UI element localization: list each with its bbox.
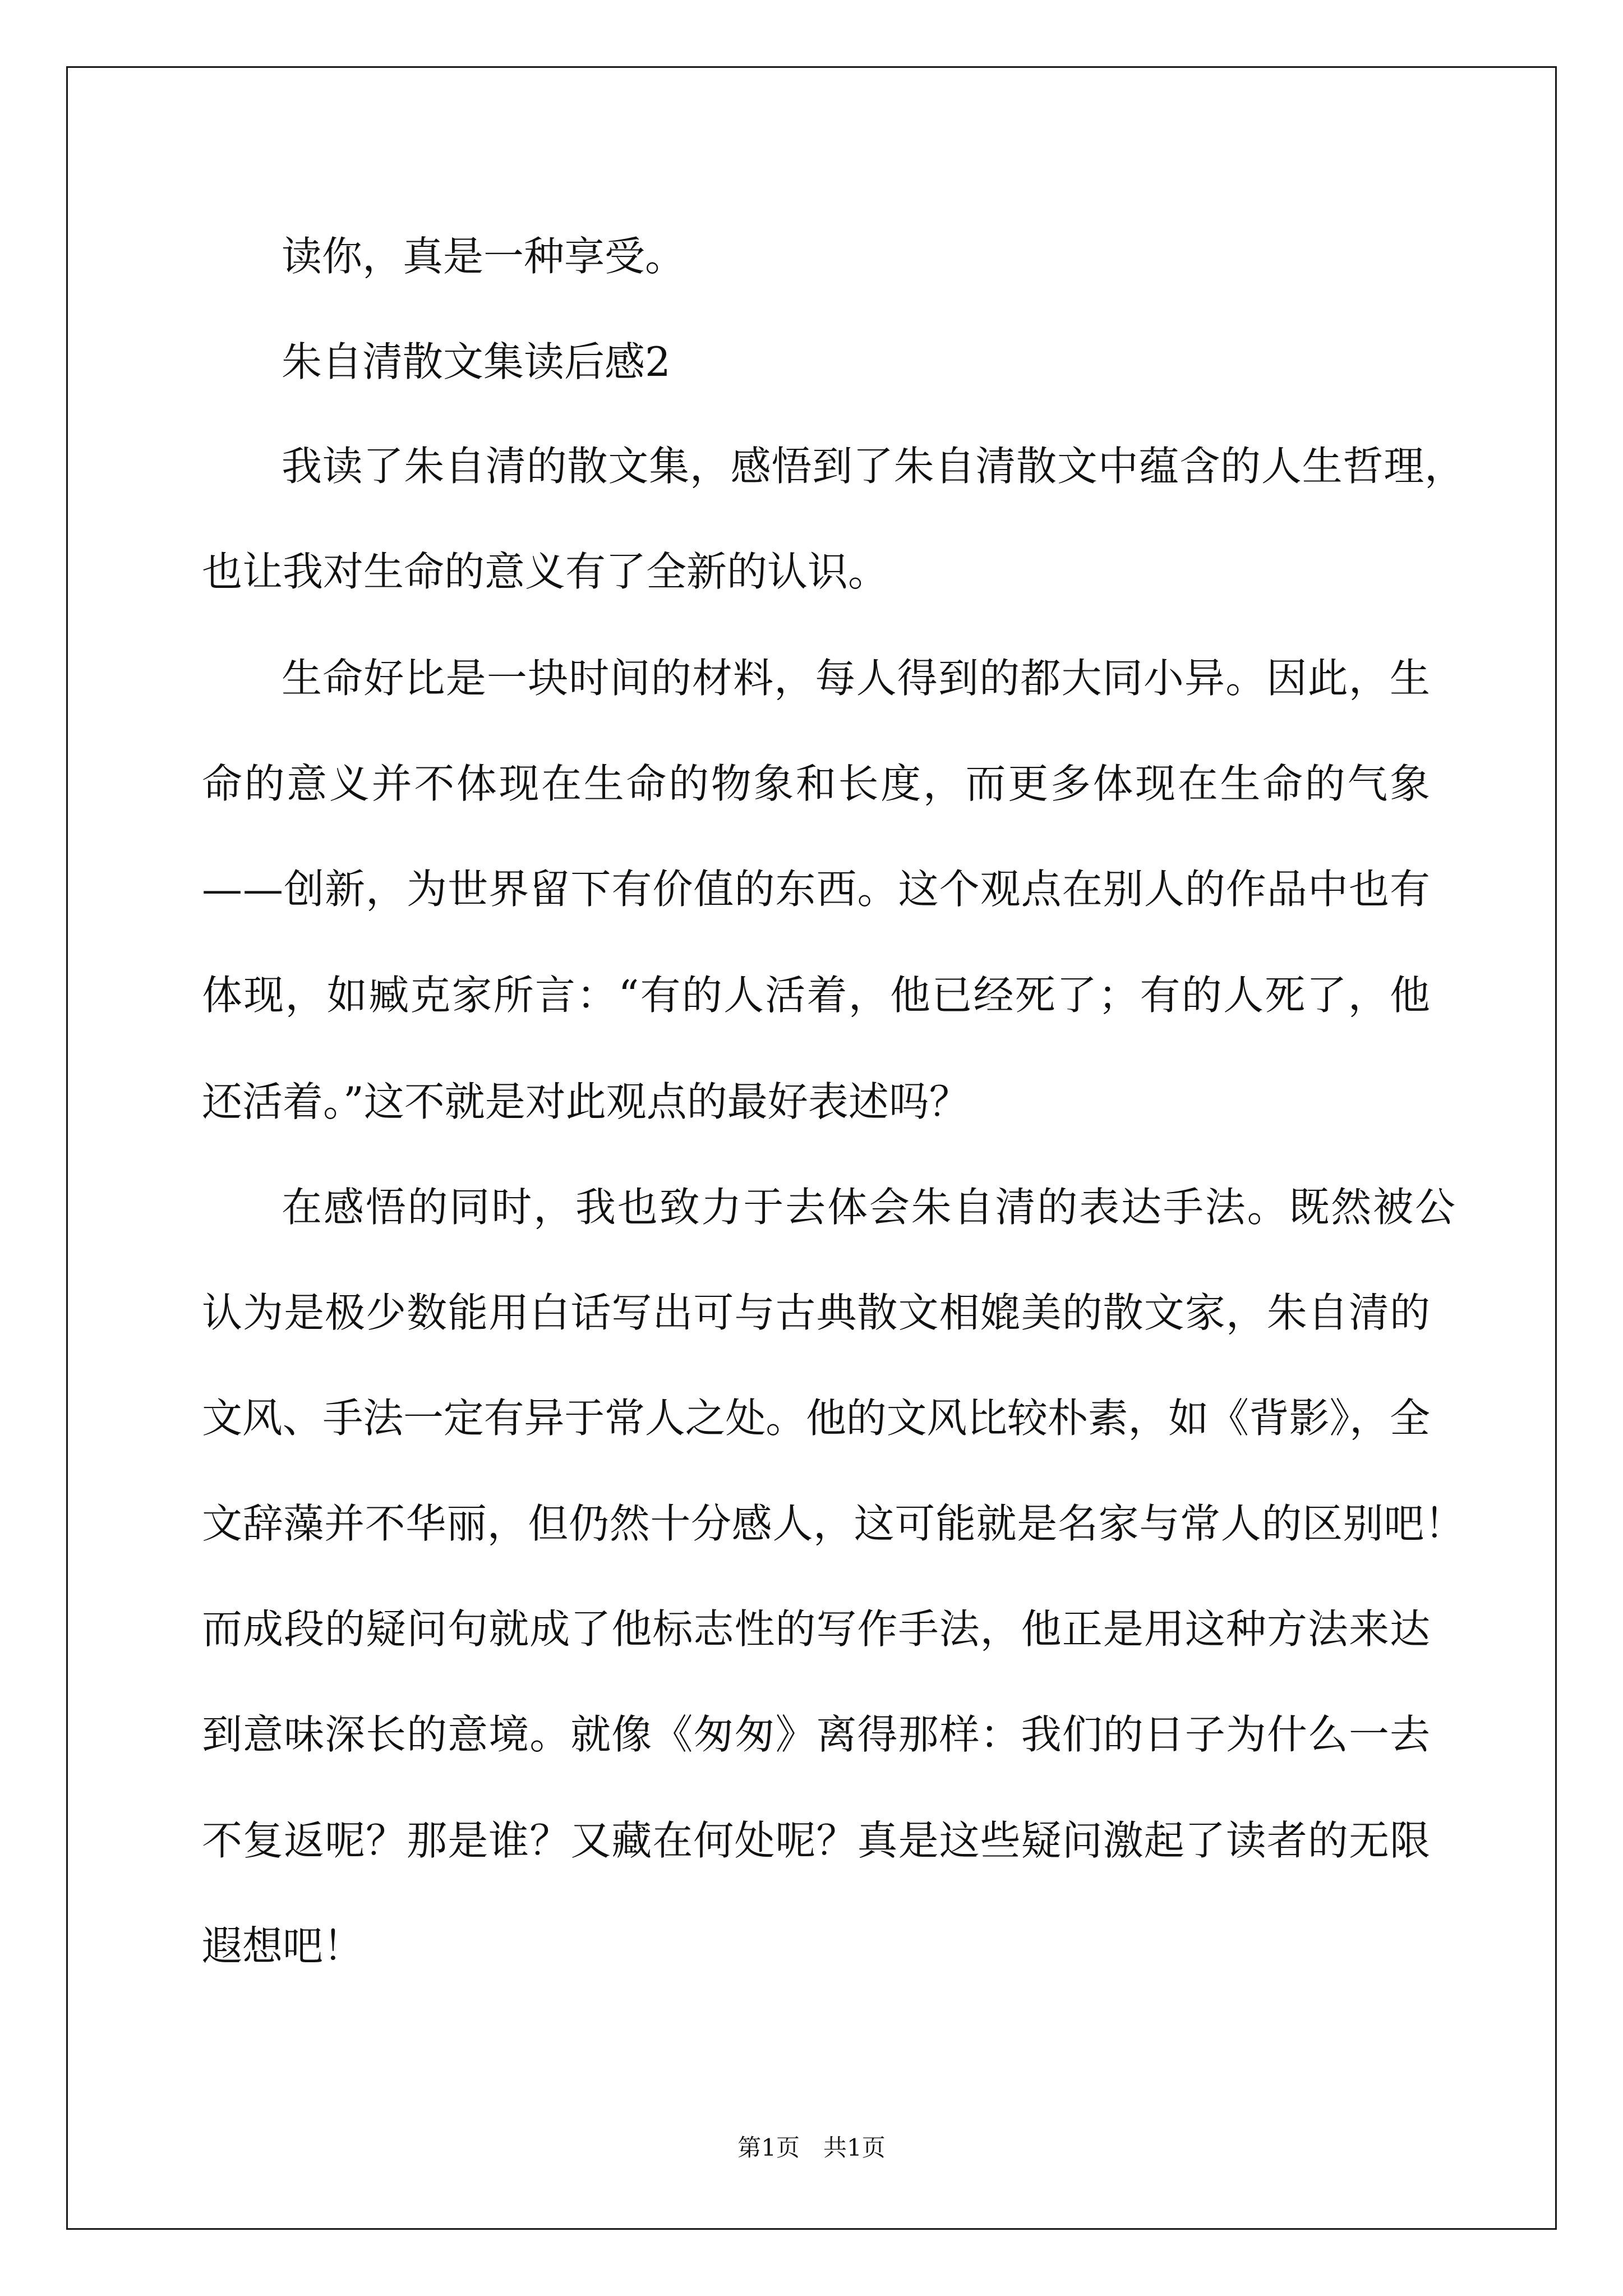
paragraph-line: 遐想吧！ xyxy=(202,1922,364,1970)
paragraph-line: 到意味深长的意境。就像《匆匆》离得那样：我们的日子为什么一去 xyxy=(202,1711,1431,1758)
paragraph-line: 命的意义并不体现在生命的物象和长度，而更多体现在生命的气象 xyxy=(202,760,1432,807)
page-number-footer: 第1页 共1页 xyxy=(737,2134,886,2161)
paragraph-line: 也让我对生命的意义有了全新的认识。 xyxy=(202,548,889,595)
page-border xyxy=(66,66,1557,2230)
paragraph-line: 生命好比是一块时间的材料，每人得到的都大同小异。因此，生 xyxy=(282,655,1431,702)
paragraph-line: ——创新，为世界留下有价值的东西。这个观点在别人的作品中也有 xyxy=(202,866,1431,913)
section-heading: 朱自清散文集读后感2 xyxy=(282,338,671,385)
paragraph-line: 不复返呢？那是谁？又藏在何处呢？真是这些疑问激起了读者的无限 xyxy=(202,1817,1431,1864)
paragraph-line: 而成段的疑问句就成了他标志性的写作手法，他正是用这种方法来达 xyxy=(202,1605,1431,1653)
paragraph-line: 体现，如臧克家所言：“有的人活着，他已经死了；有的人死了，他 xyxy=(202,972,1432,1019)
paragraph-line: 文风、手法一定有异于常人之处。他的文风比较朴素，如《背影》，全 xyxy=(202,1395,1430,1442)
paragraph-line: 还活着。”这不就是对此观点的最好表述吗？ xyxy=(202,1078,970,1125)
paragraph-line: 文辞藻并不华丽，但仍然十分感人，这可能就是名家与常人的区别吧！ xyxy=(202,1500,1465,1547)
paragraph-line: 在感悟的同时，我也致力于去体会朱自清的表达手法。既然被公 xyxy=(282,1184,1457,1231)
paragraph-line: 认为是极少数能用白话写出可与古典散文相媲美的散文家，朱自清的 xyxy=(202,1289,1431,1336)
paragraph-line: 我读了朱自清的散文集，感悟到了朱自清散文中蕴含的人生哲理， xyxy=(282,443,1465,490)
paragraph-line: 读你，真是一种享受。 xyxy=(282,233,686,280)
